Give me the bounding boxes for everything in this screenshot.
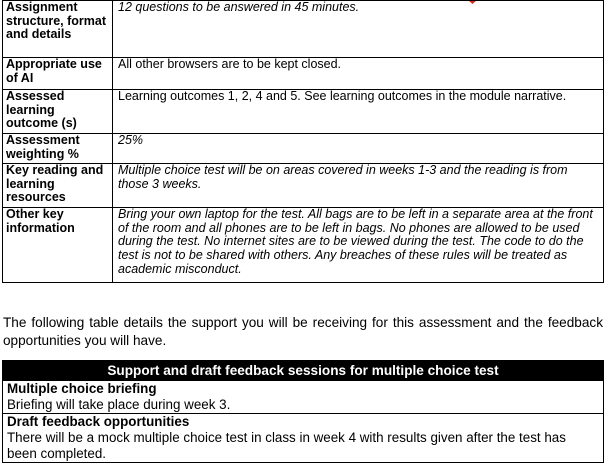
- table-row: [3, 208, 604, 283]
- support-section: [3, 414, 604, 463]
- row-value: 12 questions to be answered in 45 minutes.: [113, 1, 604, 58]
- row-value: Learning outcomes 1, 2, 4 and 5. See learning outcomes in the module narrative.: [113, 90, 604, 134]
- support-section: [3, 381, 604, 414]
- table-row: [3, 381, 604, 414]
- section-heading: Multiple choice briefing: [7, 381, 157, 396]
- section-body: Briefing will take place during week 3.: [7, 397, 231, 412]
- intro-paragraph: The following table details the support you will be receiving for this assessment and the feedback opportunities you will have.: [3, 315, 603, 348]
- section-heading: Draft feedback opportunities: [7, 414, 190, 429]
- row-label: Assignment structure, format and details: [3, 1, 113, 58]
- table-row: [3, 414, 604, 463]
- table-row: [3, 58, 604, 90]
- table-row: [3, 134, 604, 164]
- row-value: 25%: [113, 134, 604, 164]
- row-value: Multiple choice test will be on areas covered in weeks 1-3 and the reading is from those 3 weeks.: [113, 164, 604, 208]
- section-body: There will be a mock multiple choice test in class in week 4 with results given after the test has been completed.: [7, 430, 566, 461]
- table-row: [3, 164, 604, 208]
- row-label: Other key information: [3, 208, 113, 283]
- table-row: [3, 90, 604, 134]
- support-table-header: Support and draft feedback sessions for multiple choice test: [3, 361, 604, 381]
- row-value: All other browsers are to be kept closed.: [113, 58, 604, 90]
- table-row: [3, 1, 604, 58]
- support-feedback-table: [2, 360, 604, 463]
- row-label: Assessment weighting %: [3, 134, 113, 164]
- assessment-details-table: [2, 0, 604, 283]
- row-label: Appropriate use of AI: [3, 58, 113, 90]
- row-value: Bring your own laptop for the test. All bags are to be left in a separate area at the front of the room and all phones are to be left in bags. No phones are allowed to be used during the test. No internet sites are to be viewed during the test. The code to do the test is not to be shared with others. Any breaches of these rules will be treated as academic misconduct.: [113, 208, 604, 283]
- row-label: Assessed learning outcome (s): [3, 90, 113, 134]
- table-header-row: [3, 361, 604, 381]
- row-label: Key reading and learning resources: [3, 164, 113, 208]
